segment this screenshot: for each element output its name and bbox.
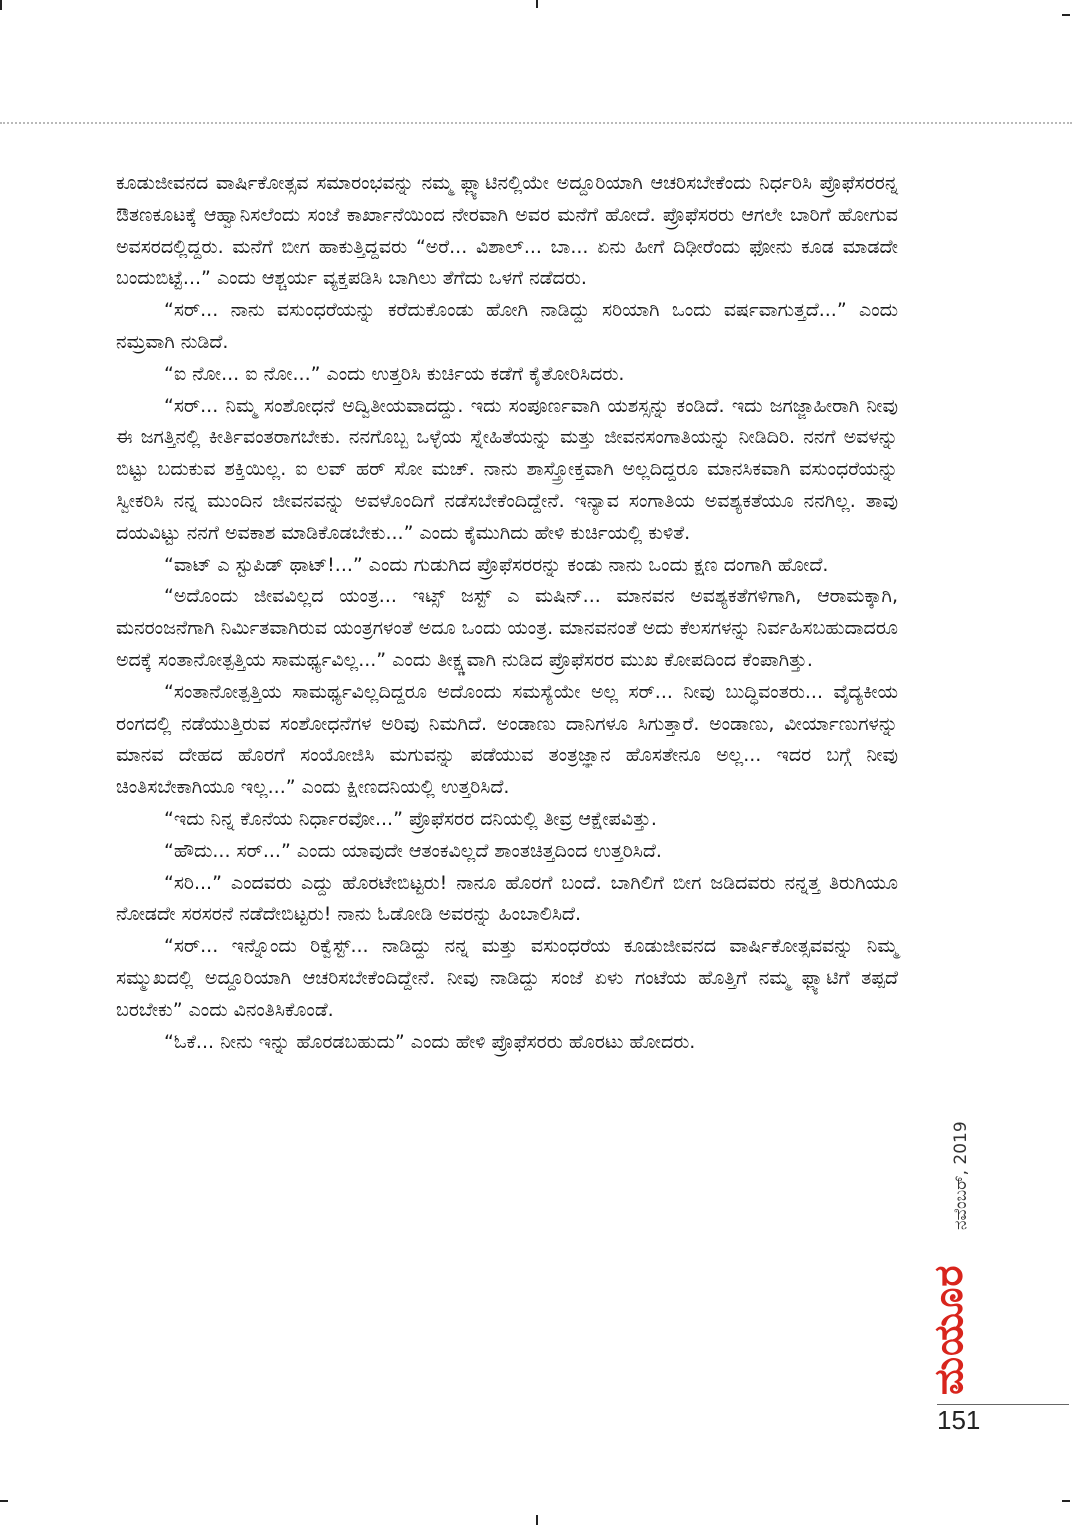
crop-mark-top-right	[1062, 14, 1070, 16]
crop-mark-top-center	[536, 0, 538, 8]
paragraph-4: “ಸರ್... ನಿಮ್ಮ ಸಂಶೋಧನೆ ಅದ್ವಿತೀಯವಾದದ್ದು. ಇದು ಸಂಪೂರ್ಣವಾಗಿ ಯಶಸ್ಸನ್ನು ಕಂಡಿದೆ. ಇದು ಜಗಜ್ಜಾಹೀರಾಗಿ ನೀವು ಈ ಜಗತ್ತಿನಲ್ಲಿ ಕೀರ್ತಿವಂತರಾಗಬೇಕು. ನನಗೊಬ್ಬ ಒಳ್ಳೆಯ ಸ್ನೇಹಿತೆಯನ್ನು ಮತ್ತು ಜೀವನಸಂಗಾತಿಯನ್ನು ನೀಡಿದಿರಿ. ನನಗೆ ಅವಳನ್ನು ಬಿಟ್ಟು ಬದುಕುವ ಶಕ್ತಿಯಿಲ್ಲ. ಐ ಲವ್ ಹರ್ ಸೋ ಮಚ್. ನಾನು ಶಾಸ್ತ್ರೋಕ್ತವಾಗಿ ಅಲ್ಲದಿದ್ದರೂ ಮಾನಸಿಕವಾಗಿ ವಸುಂಧರೆಯನ್ನು ಸ್ವೀಕರಿಸಿ ನನ್ನ ಮುಂದಿನ ಜೀವನವನ್ನು ಅವಳೊಂದಿಗೆ ನಡೆಸಬೇಕೆಂದಿದ್ದೇನೆ. ಇನ್ಯಾವ ಸಂಗಾತಿಯ ಅವಶ್ಯಕತೆಯೂ ನನಗಿಲ್ಲ. ತಾವು ದಯವಿಟ್ಟು ನನಗೆ ಅವಕಾಶ ಮಾಡಿಕೊಡಬೇಕು...” ಎಂದು ಕೈಮುಗಿದು ಹೇಳಿ ಕುರ್ಚಿಯಲ್ಲಿ ಕುಳಿತೆ.	[116, 394, 898, 544]
paragraph-12: “ಓಕೆ... ನೀನು ಇನ್ನು ಹೊರಡಬಹುದು” ಎಂದು ಹೇಳಿ ಪ್ರೊಫೆಸರರು ಹೊರಟು ಹೋದರು.	[164, 1030, 696, 1053]
magazine-logo-text: ಮಯೂರ	[926, 1264, 972, 1395]
issue-date-vertical	[905, 1080, 1025, 1240]
paragraph-5: “ವಾಟ್ ಎ ಸ್ಟುಪಿಡ್ ಥಾಟ್!...” ಎಂದು ಗುಡುಗಿದ ಪ್ರೊಫೆಸರರನ್ನು ಕಂಡು ನಾನು ಒಂದು ಕ್ಷಣ ದಂಗಾಗಿ ಹೋದೆ.	[164, 553, 829, 576]
crop-mark-bottom-center	[536, 1515, 538, 1525]
crop-mark-bottom-left	[0, 1500, 8, 1502]
paragraph-11: “ಸರ್... ಇನ್ನೊಂದು ರಿಕ್ವೆಸ್ಟ್... ನಾಡಿದ್ದು ನನ್ನ ಮತ್ತು ವಸುಂಧರೆಯ ಕೂಡುಜೀವನದ ವಾರ್ಷಿಕೋತ್ಸವವನ್ನು ನಿಮ್ಮ ಸಮ್ಮುಖದಲ್ಲಿ ಅದ್ದೂರಿಯಾಗಿ ಆಚರಿಸಬೇಕೆಂದಿದ್ದೇನೆ. ನೀವು ನಾಡಿದ್ದು ಸಂಜೆ ಏಳು ಗಂಟೆಯ ಹೊತ್ತಿಗೆ ನಮ್ಮ ಫ್ಲ್ಯಾಟಿಗೆ ತಪ್ಪದೆ ಬರಬೇಕು” ಎಂದು ವಿನಂತಿಸಿಕೊಂಡೆ.	[116, 935, 898, 1021]
paragraph-7: “ಸಂತಾನೋತ್ಪತ್ತಿಯ ಸಾಮರ್ಥ್ಯವಿಲ್ಲದಿದ್ದರೂ ಅದೊಂದು ಸಮಸ್ಯೆಯೇ ಅಲ್ಲ ಸರ್... ನೀವು ಬುದ್ಧಿವಂತರು... ವೈದ್ಯಕೀಯ ರಂಗದಲ್ಲಿ ನಡೆಯುತ್ತಿರುವ ಸಂಶೋಧನೆಗಳ ಅರಿವು ನಿಮಗಿದೆ. ಅಂಡಾಣು ದಾನಿಗಳೂ ಸಿಗುತ್ತಾರೆ. ಅಂಡಾಣು, ವೀರ್ಯಾಣುಗಳನ್ನು ಮಾನವ ದೇಹದ ಹೊರಗೆ ಸಂಯೋಜಿಸಿ ಮಗುವನ್ನು ಪಡೆಯುವ ತಂತ್ರಜ್ಞಾನ ಹೊಸತೇನೂ ಅಲ್ಲ... ಇದರ ಬಗ್ಗೆ ನೀವು ಚಿಂತಿಸಬೇಕಾಗಿಯೂ ಇಲ್ಲ...” ಎಂದು ಕ್ಷೀಣದನಿಯಲ್ಲಿ ಉತ್ತರಿಸಿದೆ.	[116, 680, 898, 799]
paragraph-3: “ಐ ನೋ... ಐ ನೋ...” ಎಂದು ಉತ್ತರಿಸಿ ಕುರ್ಚಿಯ ಕಡೆಗೆ ಕೈತೋರಿಸಿದರು.	[164, 362, 625, 385]
story-text	[116, 168, 898, 1058]
paragraph-2: “ಸರ್... ನಾನು ವಸುಂಧರೆಯನ್ನು ಕರೆದುಕೊಂಡು ಹೋಗಿ ನಾಡಿದ್ದು ಸರಿಯಾಗಿ ಒಂದು ವರ್ಷವಾಗುತ್ತದೆ...” ಎಂದು ನಮ್ರವಾಗಿ ನುಡಿದೆ.	[116, 299, 898, 353]
magazine-logo	[920, 1255, 980, 1405]
paragraph-10: “ಸರಿ...” ಎಂದವರು ಎದ್ದು ಹೊರಟೇಬಿಟ್ಟರು! ನಾನೂ ಹೊರಗೆ ಬಂದೆ. ಬಾಗಿಲಿಗೆ ಬೀಗ ಜಡಿದವರು ನನ್ನತ್ತ ತಿರುಗಿಯೂ ನೋಡದೇ ಸರಸರನೆ ನಡೆದೇಬಿಟ್ಟರು! ನಾನು ಓಡೋಡಿ ಅವರನ್ನು ಹಿಂಬಾಲಿಸಿದೆ.	[116, 871, 898, 926]
crop-mark-bottom-right	[1062, 1500, 1070, 1502]
header-dotted-rule	[0, 122, 1072, 124]
page-number: 151	[937, 1405, 981, 1435]
paragraph-6: “ಅದೊಂದು ಜೀವವಿಲ್ಲದ ಯಂತ್ರ... ಇಟ್ಸ್ ಜಸ್ಟ್ ಎ ಮಷಿನ್... ಮಾನವನ ಅವಶ್ಯಕತೆಗಳಿಗಾಗಿ, ಆರಾಮಕ್ಕಾಗಿ, ಮನರಂಜನೆಗಾಗಿ ನಿರ್ಮಿತವಾಗಿರುವ ಯಂತ್ರಗಳಂತೆ ಅದೂ ಒಂದು ಯಂತ್ರ. ಮಾನವನಂತೆ ಅದು ಕೆಲಸಗಳನ್ನು ನಿರ್ವಹಿಸಬಹುದಾದರೂ ಅದಕ್ಕೆ ಸಂತಾನೋತ್ಪತ್ತಿಯ ಸಾಮರ್ಥ್ಯವಿಲ್ಲ...” ಎಂದು ತೀಕ್ಷ್ಣವಾಗಿ ನುಡಿದ ಪ್ರೊಫೆಸರರ ಮುಖ ಕೋಪದಿಂದ ಕೆಂಪಾಗಿತ್ತು.	[116, 585, 898, 671]
crop-mark-top-left	[0, 0, 2, 10]
paragraph-9: “ಹೌದು... ಸರ್...” ಎಂದು ಯಾವುದೇ ಆತಂಕವಿಲ್ಲದೆ ಶಾಂತಚಿತ್ತದಿಂದ ಉತ್ತರಿಸಿದೆ.	[164, 839, 662, 862]
paragraph-1: ಕೂಡುಜೀವನದ ವಾರ್ಷಿಕೋತ್ಸವ ಸಮಾರಂಭವನ್ನು ನಮ್ಮ ಫ್ಲ್ಯಾಟಿನಲ್ಲಿಯೇ ಅದ್ದೂರಿಯಾಗಿ ಆಚರಿಸಬೇಕೆಂದು ನಿರ್ಧರಿಸಿ ಪ್ರೊಫೆಸರರನ್ನ ಔತಣಕೂಟಕ್ಕೆ ಆಹ್ವಾನಿಸಲೆಂದು ಸಂಜೆ ಕಾರ್ಖಾನೆಯಿಂದ ನೇರವಾಗಿ ಅವರ ಮನೆಗೆ ಹೋದೆ. ಪ್ರೊಫೆಸರರು ಆಗಲೇ ಬಾರಿಗೆ ಹೋಗುವ ಅವಸರದಲ್ಲಿದ್ದರು. ಮನೆಗೆ ಬೀಗ ಹಾಕುತ್ತಿದ್ದವರು “ಅರೆ... ವಿಶಾಲ್... ಬಾ... ಏನು ಹೀಗೆ ದಿಢೀರೆಂದು ಫೋನು ಕೂಡ ಮಾಡದೇ ಬಂದುಬಿಟ್ಟೆ...” ಎಂದು ಆಶ್ಚರ್ಯ ವ್ಯಕ್ತಪಡಿಸಿ ಬಾಗಿಲು ತೆಗೆದು ಒಳಗೆ ನಡೆದರು.	[116, 172, 898, 290]
paragraph-8: “ಇದು ನಿನ್ನ ಕೊನೆಯ ನಿರ್ಧಾರವೋ...” ಪ್ರೊಫೆಸರರ ದನಿಯಲ್ಲಿ ತೀವ್ರ ಆಕ್ಷೇಪವಿತ್ತು.	[164, 807, 657, 830]
issue-date: ನವೆಂಬರ್, 2019	[951, 1121, 971, 1230]
